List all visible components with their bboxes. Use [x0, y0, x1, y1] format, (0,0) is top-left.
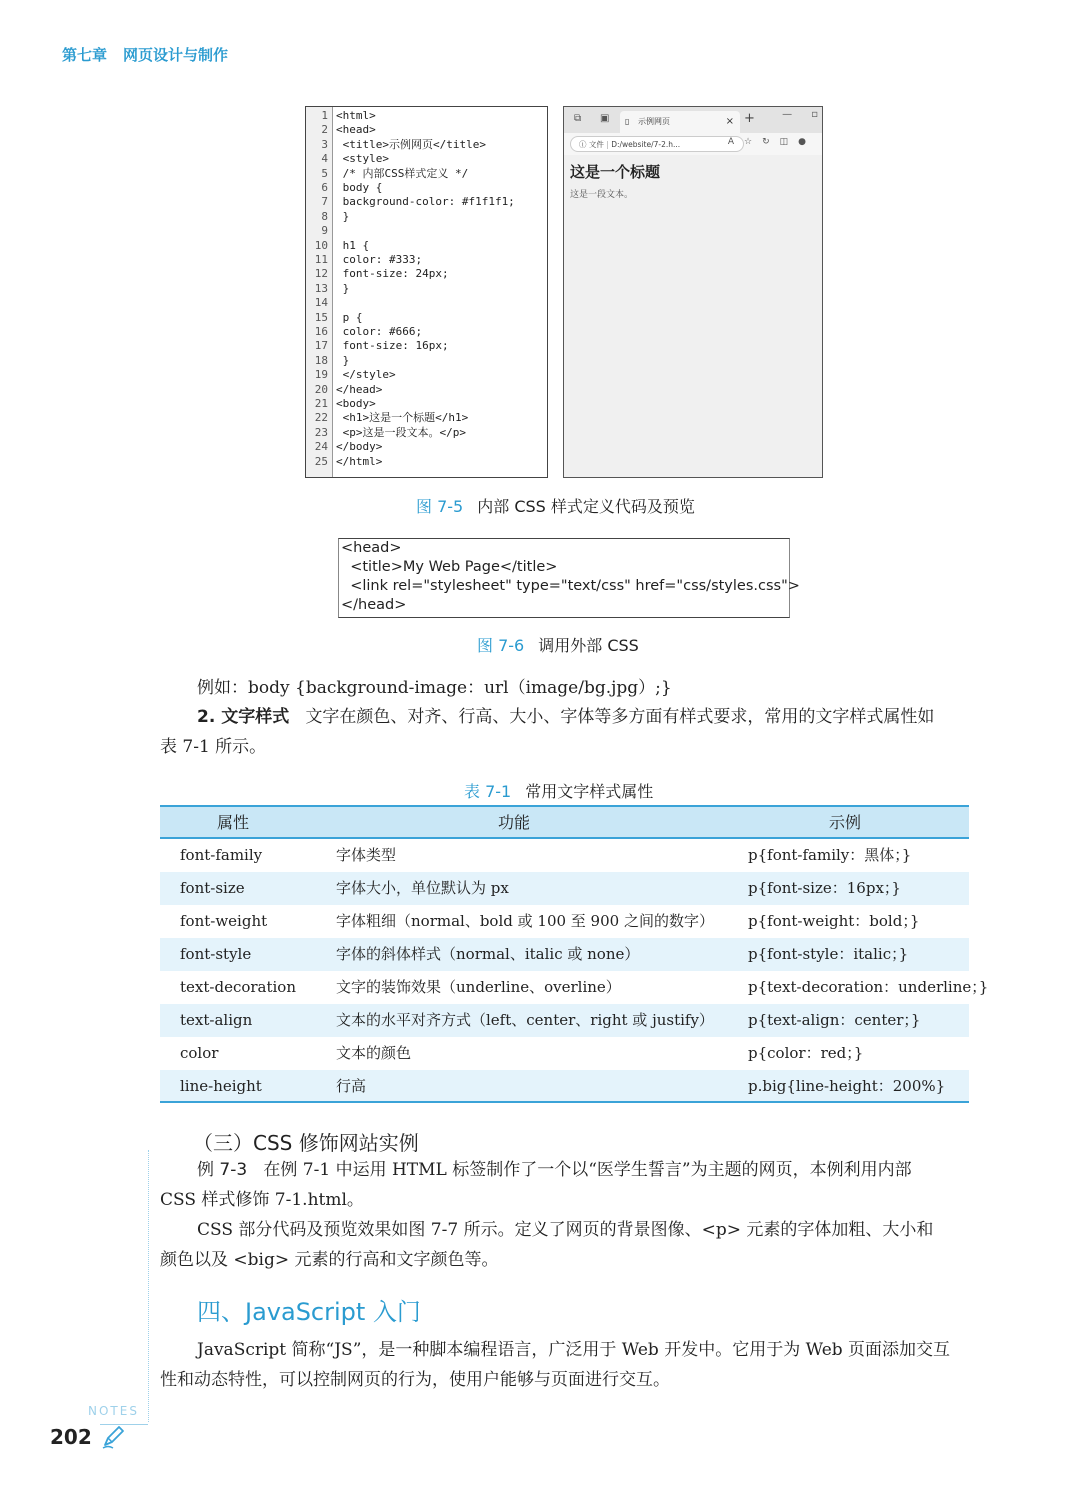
ext-code-line: </head>	[341, 597, 407, 613]
code-text: }	[336, 281, 350, 295]
cell-example: p{font-weight：bold；}	[748, 912, 920, 930]
code-text: /* 内部CSS样式定义 */	[336, 166, 469, 180]
address-label: 文件	[588, 140, 604, 149]
table-7-1-caption	[464, 779, 653, 802]
workspaces-icon: ⧉	[574, 113, 582, 124]
address-url: D:/website/7-2.h...	[611, 140, 681, 149]
line-number: 21	[314, 397, 328, 410]
chapter-number: 第七章	[62, 46, 108, 64]
table-row	[160, 1037, 969, 1070]
code-text: h1 {	[336, 238, 370, 252]
preview-paragraph: 这是一段文本。	[570, 190, 634, 200]
table-row	[160, 839, 969, 872]
cell-function: 行高	[336, 1077, 367, 1095]
figure-7-5-caption	[416, 494, 695, 517]
line-number: 25	[314, 454, 328, 468]
preview-heading: 这是一个标题	[570, 163, 661, 181]
text-style-table	[160, 805, 989, 1103]
cell-property: text-align	[180, 1011, 253, 1029]
line-number: 13	[314, 281, 328, 295]
browser-addressbar	[564, 133, 822, 155]
line-number: 7	[321, 195, 328, 209]
example-label: 例 7-3	[197, 1160, 248, 1180]
ext-code-line: <link rel="stylesheet" type="text/css" href="css/styles.css">	[341, 578, 800, 594]
line-number: 16	[314, 325, 328, 338]
cell-function: 字体粗细（normal、bold 或 100 至 900 之间的数字）	[336, 912, 714, 930]
line-number: 6	[321, 181, 328, 194]
section-4-heading: 四、JavaScript 入门	[197, 1298, 421, 1326]
cell-property: color	[180, 1044, 219, 1062]
line-number: 12	[314, 267, 328, 281]
line-number: 4	[321, 152, 328, 166]
cell-function: 文字的装饰效果（underline、overline）	[336, 978, 621, 996]
example-text: 在例 7-1 中运用 HTML 标签制作了一个以“医学生誓言”为主题的网页，本例利用内部	[263, 1160, 912, 1180]
text-style-line1: 文字在颜色、对齐、行高、大小、字体等多方面有样式要求，常用的文字样式属性如	[305, 707, 935, 727]
code-text: p {	[336, 310, 363, 324]
section-3-heading: （三）CSS 修饰网站实例	[193, 1131, 419, 1155]
line-number: 24	[314, 440, 328, 454]
browser-tab[interactable]	[620, 111, 740, 133]
text-style-heading: 2. 文字样式	[197, 707, 290, 727]
tab-title: 示例网页	[638, 117, 670, 126]
page-number: 202	[50, 1425, 92, 1449]
code-text: font-size: 16px;	[336, 339, 449, 353]
line-number: 5	[321, 166, 328, 180]
example-7-3-line2: CSS 样式修饰 7-1.html。	[160, 1190, 364, 1210]
line-number: 10	[314, 238, 328, 252]
code-listing	[305, 106, 548, 478]
browser-preview	[563, 106, 823, 478]
cell-function: 字体大小，单位默认为 px	[336, 879, 509, 897]
table-row	[160, 905, 969, 938]
cell-property: line-height	[180, 1077, 262, 1095]
cell-property: font-weight	[180, 912, 268, 930]
figure-number: 图 7-5	[416, 497, 464, 516]
line-number: 1	[321, 109, 328, 122]
cell-example: p{font-size：16px；}	[748, 879, 901, 897]
new-tab-icon[interactable]: +	[744, 111, 755, 126]
text-style-paragraph	[197, 702, 934, 732]
cell-function: 文本的水平对齐方式（left、center、right 或 justify）	[336, 1011, 714, 1029]
chapter-header	[62, 44, 228, 65]
code-text: <style>	[336, 152, 389, 166]
cell-function: 文本的颜色	[336, 1044, 412, 1062]
line-number: 2	[321, 123, 328, 137]
line-number: 22	[314, 411, 328, 425]
code-text: <title>示例网页</title>	[336, 137, 486, 151]
code-text: </html>	[336, 454, 383, 468]
line-number: 15	[314, 310, 328, 324]
ext-code-line: <head>	[341, 540, 402, 556]
code-text: <p>这是一段文本。</p>	[336, 425, 466, 439]
header-function: 功能	[497, 813, 530, 832]
line-number: 9	[321, 224, 328, 238]
table-row	[160, 1070, 969, 1103]
code-text: <head>	[336, 123, 376, 137]
figure-number: 图 7-6	[477, 636, 525, 655]
line-number: 3	[321, 137, 328, 151]
figure-title: 内部 CSS 样式定义代码及预览	[477, 497, 695, 516]
code-text: }	[336, 353, 350, 367]
toolbar-icons[interactable]: A☆↻◫●	[727, 137, 816, 147]
code-text: <h1>这是一个标题</h1>	[336, 411, 469, 425]
line-number: 14	[314, 296, 328, 310]
cell-example: p{color：red；}	[748, 1044, 864, 1062]
figure-title: 调用外部 CSS	[538, 636, 639, 655]
cell-function: 字体类型	[336, 846, 397, 864]
line-number: 8	[321, 209, 328, 223]
page-icon: ▯	[625, 117, 630, 126]
figure-7-6-caption	[477, 633, 639, 656]
cell-property: font-family	[180, 846, 263, 864]
line-number: 23	[314, 425, 328, 439]
cell-example: p{text-align：center；}	[748, 1011, 921, 1029]
code-text: color: #333;	[336, 253, 423, 266]
external-css-code	[338, 538, 800, 618]
cell-example: p{font-family：黑体；}	[748, 846, 912, 864]
text-style-line2: 表 7-1 所示。	[160, 737, 267, 757]
cell-example: p{font-style：italic；}	[748, 945, 909, 963]
table-title: 常用文字样式属性	[525, 782, 654, 801]
code-text: </style>	[336, 368, 396, 382]
table-header	[160, 805, 969, 839]
browser-tabbar	[564, 107, 822, 133]
code-text: <body>	[336, 397, 376, 410]
header-example: 示例	[828, 813, 861, 832]
code-text: color: #666;	[336, 325, 423, 338]
address-field[interactable]: ⓘ 文件 | D:/website/7-2.h...	[570, 136, 744, 152]
section-4-line2: 性和动态特性，可以控制网页的行为，使用户能够与页面进行交互。	[160, 1370, 670, 1390]
pen-icon	[100, 1424, 126, 1450]
notes-label: NOTES	[88, 1404, 139, 1418]
example-7-3-line4: 颜色以及 <big> 元素的行高和文字颜色等。	[160, 1250, 499, 1270]
chapter-title: 网页设计与制作	[123, 46, 229, 64]
cell-property: font-size	[180, 879, 245, 897]
code-text: background-color: #f1f1f1;	[336, 195, 515, 209]
cell-function: 字体的斜体样式（normal、italic 或 none）	[336, 945, 640, 963]
minimize-icon[interactable]: — ▫	[782, 109, 818, 120]
line-number: 18	[314, 353, 328, 367]
line-number: 20	[314, 382, 328, 396]
cell-property: text-decoration	[180, 978, 297, 996]
code-text: </head>	[336, 382, 383, 396]
code-text: }	[336, 209, 350, 223]
tab-actions-icon: ▣	[600, 113, 610, 124]
section-4-line1: JavaScript 简称“JS”，是一种脚本编程语言，广泛用于 Web 开发中。它用于为 Web 页面添加交互	[197, 1340, 951, 1360]
close-icon[interactable]: ×	[725, 116, 734, 127]
example-line: 例如：body {background-image：url（image/bg.jpg）;}	[197, 678, 672, 698]
table-row	[160, 971, 989, 1004]
code-text: font-size: 24px;	[336, 267, 449, 281]
table-row	[160, 1004, 969, 1037]
line-number: 11	[314, 253, 328, 266]
cell-example: p{text-decoration：underline；}	[748, 978, 989, 996]
code-text: body {	[336, 181, 383, 194]
table-row	[160, 938, 969, 971]
header-property: 属性	[216, 813, 249, 832]
line-number: 17	[314, 339, 328, 353]
example-7-3-line1	[197, 1155, 912, 1185]
cell-property: font-style	[180, 945, 252, 963]
line-number: 19	[314, 368, 328, 382]
ext-code-line: <title>My Web Page</title>	[341, 559, 558, 575]
notes-divider	[148, 1150, 149, 1422]
table-row	[160, 872, 969, 905]
code-text: </body>	[336, 440, 383, 454]
table-number: 表 7-1	[464, 782, 512, 801]
info-icon: ⓘ	[579, 140, 587, 149]
cell-example: p.big{line-height：200%}	[748, 1077, 946, 1095]
example-7-3-line3: CSS 部分代码及预览效果如图 7-7 所示。定义了网页的背景图像、<p> 元素的字体加粗、大小和	[197, 1220, 934, 1240]
code-text: <html>	[336, 109, 376, 122]
